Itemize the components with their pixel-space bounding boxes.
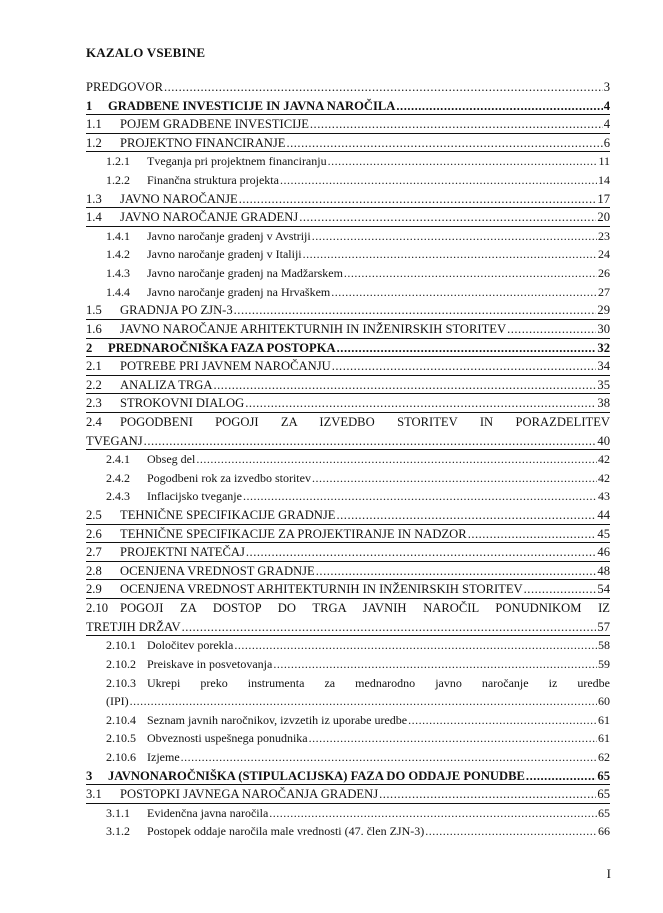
toc-number: 3.1: [86, 787, 102, 802]
toc-row-line: [86, 134, 610, 153]
toc-leader-dots: [245, 394, 596, 413]
toc-page-number: 3: [603, 80, 610, 94]
toc-page-number: 27: [598, 284, 610, 299]
toc-subsection-row[interactable]: [86, 450, 610, 469]
toc-number: 2: [86, 340, 93, 355]
toc-row-line: [86, 152, 610, 171]
toc-row-line: [86, 636, 610, 655]
toc-row-line: [86, 208, 610, 227]
toc-leader-dots: [239, 190, 597, 209]
toc-subsection-row[interactable]: [86, 152, 610, 171]
toc-leader-dots: [310, 115, 603, 134]
toc-section-row[interactable]: [86, 301, 610, 320]
toc-row-line: [86, 413, 610, 432]
toc-number: 2.4.1: [106, 452, 130, 467]
toc-leader-dots: [379, 785, 596, 804]
toc-page-number: 14: [598, 173, 610, 188]
toc-leader-dots: [213, 376, 596, 395]
toc-section-row[interactable]: [86, 599, 610, 618]
toc-entry-text: PROJEKTNI NATEČAJ: [120, 545, 245, 560]
toc-leader-dots: [196, 450, 597, 469]
toc-section-row[interactable]: [86, 190, 610, 209]
toc-row-line: [86, 711, 610, 730]
toc-subsection-row[interactable]: [86, 711, 610, 730]
toc-section-row[interactable]: [86, 413, 610, 432]
toc-entry-text: JAVNO NAROČANJE ARHITEKTURNIH IN INŽENIRSKIH STORITEV: [120, 321, 507, 336]
toc-chapter-row[interactable]: [86, 767, 610, 786]
toc-number: 3.1.2: [106, 824, 130, 839]
toc-section-row[interactable]: [86, 506, 610, 525]
toc-entry-text: JAVNO NAROČANJE GRADENJ: [120, 210, 299, 225]
toc-row-line: [86, 543, 610, 562]
toc-chapter-row[interactable]: [86, 339, 610, 358]
toc-section-row[interactable]: [86, 134, 610, 153]
toc-row-line: [86, 78, 610, 97]
toc-entry-text: POGOJI ZA DOSTOP DO TRGA JAVNIH NAROČIL PONUDNIKOM IZ: [120, 601, 610, 616]
toc-leader-dots: [269, 804, 597, 823]
toc-number: 2.8: [86, 563, 102, 578]
toc-leader-dots: [312, 469, 597, 488]
toc-number: 1.2.1: [106, 154, 130, 169]
toc-leader-dots: [234, 636, 597, 655]
toc-page-number: 62: [598, 749, 610, 764]
toc-page-number: 65: [597, 787, 610, 802]
toc-leader-dots: [182, 618, 597, 637]
toc-row-line: [86, 115, 610, 134]
toc-number: 1.4.2: [106, 247, 130, 262]
toc-entry-text: Seznam javnih naročnikov, izvzetih iz uporabe uredbe: [147, 712, 408, 727]
toc-leader-dots: [309, 729, 597, 748]
toc-section-row[interactable]: [86, 320, 610, 339]
toc-entry-text: Preiskave in posvetovanja: [147, 656, 273, 671]
toc-page-number: 60: [598, 694, 610, 709]
toc-page-number: 29: [597, 303, 610, 318]
toc-entry-text: OCENJENA VREDNOST ARHITEKTURNIH IN INŽENIRSKIH STORITEV: [120, 582, 523, 597]
toc-leader-dots: [332, 357, 597, 376]
toc-subsection-row[interactable]: [86, 674, 610, 693]
toc-leader-dots: [312, 227, 597, 246]
toc-entry-text: POJEM GRADBENE INVESTICIJE: [120, 117, 309, 132]
toc-row-line: [86, 599, 610, 618]
toc-leader-dots: [331, 283, 597, 302]
toc-subsection-row[interactable]: [86, 487, 610, 506]
toc-page-number: 54: [597, 582, 610, 597]
toc-leader-dots: [337, 506, 597, 525]
toc-row-line: [86, 394, 610, 413]
toc-entry-text: PROJEKTNO FINANCIRANJE: [120, 135, 286, 150]
toc-entry-text-continued: (IPI): [106, 694, 129, 709]
toc-page-number: 20: [597, 210, 610, 225]
toc-page-number: 66: [598, 824, 610, 839]
toc-entry-text: Obveznosti uspešnega ponudnika: [147, 731, 308, 746]
toc-page-number: 26: [598, 266, 610, 281]
toc-row-line: [86, 357, 610, 376]
toc-row-line: [86, 692, 610, 711]
toc-entry-text: TEHNIČNE SPECIFIKACIJE ZA PROJEKTIRANJE IN NADZOR: [120, 526, 467, 541]
toc-number: 1.4.3: [106, 266, 130, 281]
toc-row-line: [86, 190, 610, 209]
toc-number: 1.4.1: [106, 228, 130, 243]
toc-entry-text: JAVNO NAROČANJE: [120, 191, 238, 206]
toc-row-line: [86, 171, 610, 190]
toc-number: 2.7: [86, 545, 102, 560]
toc-leader-dots: [524, 580, 597, 599]
toc-section-row[interactable]: [86, 394, 610, 413]
toc-leader-dots: [130, 692, 597, 711]
toc-number: 2.1: [86, 359, 102, 374]
toc-page-number: 65: [598, 805, 610, 820]
toc-leader-dots: [507, 320, 596, 339]
toc-leader-dots: [316, 562, 597, 581]
toc-row-line: [86, 301, 610, 320]
toc-number: 3: [86, 768, 93, 783]
toc-page-number: 48: [597, 563, 610, 578]
toc-row-line: [86, 376, 610, 395]
toc-entry-text: Finančna struktura projekta: [147, 173, 279, 188]
toc-entry-text: OCENJENA VREDNOST GRADNJE: [120, 563, 315, 578]
toc-number: 1.2.2: [106, 173, 130, 188]
toc-page-number: 46: [597, 545, 610, 560]
toc-subsection-row[interactable]: [86, 748, 610, 767]
toc-page-number: 11: [598, 154, 610, 169]
toc-page-number: 38: [597, 396, 610, 411]
toc-entry-text-continued: TRETJIH DRŽAV: [86, 619, 181, 634]
toc-entry-text: Pogodbeni rok za izvedbo storitev: [147, 470, 311, 485]
toc-leader-dots: [234, 301, 597, 320]
toc-number: 2.3: [86, 396, 102, 411]
toc-row-line: [86, 339, 610, 358]
toc-row-line: [86, 822, 610, 841]
toc-page-number: 17: [597, 191, 610, 206]
toc-page-number: 42: [598, 452, 610, 467]
toc-entry-text: PREDNAROČNIŠKA FAZA POSTOPKA: [108, 340, 336, 355]
toc-number: 1.4: [86, 210, 102, 225]
toc-entry-text: Izjeme: [147, 749, 180, 764]
toc-entry-text: Javno naročanje gradenj v Italiji: [147, 247, 302, 262]
toc-section-row[interactable]: [86, 357, 610, 376]
toc-row-line: [86, 245, 610, 264]
toc-page-number: 6: [603, 135, 610, 150]
toc-entry-text: JAVNONAROČNIŠKA (STIPULACIJSKA) FAZA DO ODDAJE PONUDBE: [108, 768, 525, 783]
toc-leader-dots: [280, 171, 597, 190]
toc-row-line: [86, 767, 610, 786]
toc-row-line: [86, 580, 610, 599]
toc-row-line: [86, 729, 610, 748]
toc-number: 1.3: [86, 191, 102, 206]
toc-subsection-row[interactable]: [86, 804, 610, 823]
toc-number: 1.5: [86, 303, 102, 318]
toc-entry-text: Inflacijsko tveganje: [147, 489, 242, 504]
toc-entry-text: POTREBE PRI JAVNEM NAROČANJU: [120, 359, 331, 374]
toc-page-number: 61: [598, 731, 610, 746]
toc-entry-text: Ukrepi preko instrumenta za mednarodno javno naročanje iz uredbe: [147, 675, 610, 690]
toc-entry-text: Javno naročanje gradenj na Madžarskem: [147, 266, 343, 281]
toc-subsection-row[interactable]: [86, 655, 610, 674]
toc-number: 1: [86, 98, 93, 113]
toc-entry-text: Javno naročanje gradenj v Avstriji: [147, 228, 311, 243]
toc-entry-text: Določitev porekla: [147, 638, 234, 653]
toc-number: 2.10.6: [106, 749, 136, 764]
toc-title: KAZALO VSEBINE: [86, 45, 206, 60]
toc-leader-dots: [408, 711, 597, 730]
toc-number: 2.6: [86, 526, 102, 541]
toc-number: 2.4.2: [106, 470, 130, 485]
page-number: I: [606, 866, 611, 881]
toc-leader-dots: [396, 97, 602, 116]
toc-number: 1.1: [86, 117, 102, 132]
toc-leader-dots: [144, 432, 597, 451]
toc-row-line: [86, 264, 610, 283]
toc-number: 2.10: [86, 601, 109, 616]
toc-row-line: [86, 283, 610, 302]
toc-subsection-row[interactable]: [86, 227, 610, 246]
toc-section-row[interactable]: [86, 525, 610, 544]
toc-page-number: 35: [597, 377, 610, 392]
toc-subsection-row[interactable]: [86, 822, 610, 841]
toc-page-number: 4: [603, 117, 610, 132]
toc-subsection-row[interactable]: [86, 283, 610, 302]
toc-leader-dots: [328, 152, 598, 171]
toc-entry-text: Postopek oddaje naročila male vrednosti (47. člen ZJN-3): [147, 824, 425, 839]
table-of-contents: [86, 78, 610, 841]
toc-subsection-row[interactable]: [86, 171, 610, 190]
toc-page-number: 34: [597, 359, 610, 374]
toc-row-line: [86, 618, 610, 637]
toc-entry-text: STROKOVNI DIALOG: [120, 396, 245, 411]
toc-subsection-row[interactable]: [86, 469, 610, 488]
toc-number: 2.5: [86, 508, 102, 523]
toc-page-number: 40: [597, 433, 610, 448]
toc-row-line: [86, 655, 610, 674]
toc-section-row[interactable]: [86, 543, 610, 562]
toc-row-line: [86, 785, 610, 804]
toc-number: 2.4.3: [106, 489, 130, 504]
toc-section-row-continued[interactable]: [86, 432, 610, 451]
toc-leader-dots: [273, 655, 597, 674]
toc-entry-text: Javno naročanje gradenj na Hrvaškem: [147, 284, 331, 299]
toc-leader-dots: [243, 487, 597, 506]
toc-leader-dots: [303, 245, 597, 264]
toc-page-number: 43: [598, 489, 610, 504]
toc-row-line: [86, 804, 610, 823]
toc-number: 3.1.1: [106, 805, 130, 820]
toc-row-line: [86, 487, 610, 506]
toc-page-number: 57: [597, 619, 610, 634]
toc-row-line: [86, 450, 610, 469]
toc-page-number: 61: [598, 712, 610, 727]
toc-number: 1.6: [86, 321, 102, 336]
toc-leader-dots: [425, 822, 597, 841]
toc-number: 2.10.3: [106, 675, 136, 690]
toc-number: 2.10.5: [106, 731, 136, 746]
toc-entry-text: TEHNIČNE SPECIFIKACIJE GRADNJE: [120, 508, 336, 523]
toc-entry-text: POSTOPKI JAVNEGA NAROČANJA GRADENJ: [120, 787, 379, 802]
toc-entry-text: Tveganja pri projektnem financiranju: [147, 154, 327, 169]
toc-row-line: [86, 562, 610, 581]
toc-page-number: 65: [597, 768, 610, 783]
toc-number: 2.10.4: [106, 712, 136, 727]
toc-page-number: 42: [598, 470, 610, 485]
toc-entry-text: Evidenčna javna naročila: [147, 805, 269, 820]
toc-section-row[interactable]: [86, 115, 610, 134]
toc-page-number: 4: [603, 98, 610, 113]
toc-row-line: [86, 227, 610, 246]
toc-number: 2.9: [86, 582, 102, 597]
toc-section-row[interactable]: [86, 208, 610, 227]
toc-page-number: 59: [598, 656, 610, 671]
toc-subsection-row[interactable]: [86, 636, 610, 655]
toc-leader-dots: [299, 208, 596, 227]
toc-section-row[interactable]: [86, 580, 610, 599]
toc-entry-text: POGODBENI POGOJI ZA IZVEDBO STORITEV IN PORAZDELITEV: [120, 414, 610, 429]
toc-page-number: 30: [597, 321, 610, 336]
toc-leader-dots: [246, 543, 597, 562]
toc-chapter-row[interactable]: [86, 97, 610, 116]
toc-page-number: 32: [597, 340, 610, 355]
toc-entry-text: Obseg del: [147, 452, 196, 467]
toc-section-row[interactable]: [86, 562, 610, 581]
toc-row-line: [86, 674, 610, 693]
toc-row-line: [86, 97, 610, 116]
toc-leader-dots: [286, 134, 602, 153]
toc-row-line: [86, 320, 610, 339]
toc-row-line: [86, 432, 610, 451]
toc-subsection-row-continued[interactable]: [86, 692, 610, 711]
toc-section-row-continued[interactable]: [86, 618, 610, 637]
toc-subsection-row[interactable]: [86, 245, 610, 264]
toc-leader-dots: [181, 748, 597, 767]
toc-page-number: 44: [597, 508, 610, 523]
toc-number: 2.10.1: [106, 638, 136, 653]
toc-row-line: [86, 506, 610, 525]
toc-number: 1.2: [86, 135, 102, 150]
toc-number: 2.10.2: [106, 656, 136, 671]
toc-number: 1.4.4: [106, 284, 130, 299]
toc-entry-text-continued: TVEGANJ: [86, 433, 143, 448]
toc-leader-dots: [164, 78, 603, 97]
toc-page-number: 23: [598, 228, 610, 243]
toc-section-row[interactable]: [86, 785, 610, 804]
toc-row-line: [86, 469, 610, 488]
toc-section-row[interactable]: [86, 376, 610, 395]
toc-page-number: 58: [598, 638, 610, 653]
toc-entry-text: ANALIZA TRGA: [120, 377, 213, 392]
toc-number: 2.4: [86, 414, 102, 429]
toc-entry-text: GRADBENE INVESTICIJE IN JAVNA NAROČILA: [108, 98, 396, 113]
toc-leader-dots: [526, 767, 596, 786]
toc-front-row[interactable]: [86, 78, 610, 97]
toc-entry-text: GRADNJA PO ZJN-3: [120, 303, 233, 318]
toc-leader-dots: [468, 525, 597, 544]
toc-page-number: 24: [598, 247, 610, 262]
toc-number: 2.2: [86, 377, 102, 392]
toc-leader-dots: [337, 339, 597, 358]
toc-row-line: [86, 525, 610, 544]
toc-page-number: 45: [597, 526, 610, 541]
toc-subsection-row[interactable]: [86, 729, 610, 748]
toc-leader-dots: [344, 264, 597, 283]
toc-subsection-row[interactable]: [86, 264, 610, 283]
toc-row-line: [86, 748, 610, 767]
toc-entry-text: PREDGOVOR: [86, 80, 163, 94]
